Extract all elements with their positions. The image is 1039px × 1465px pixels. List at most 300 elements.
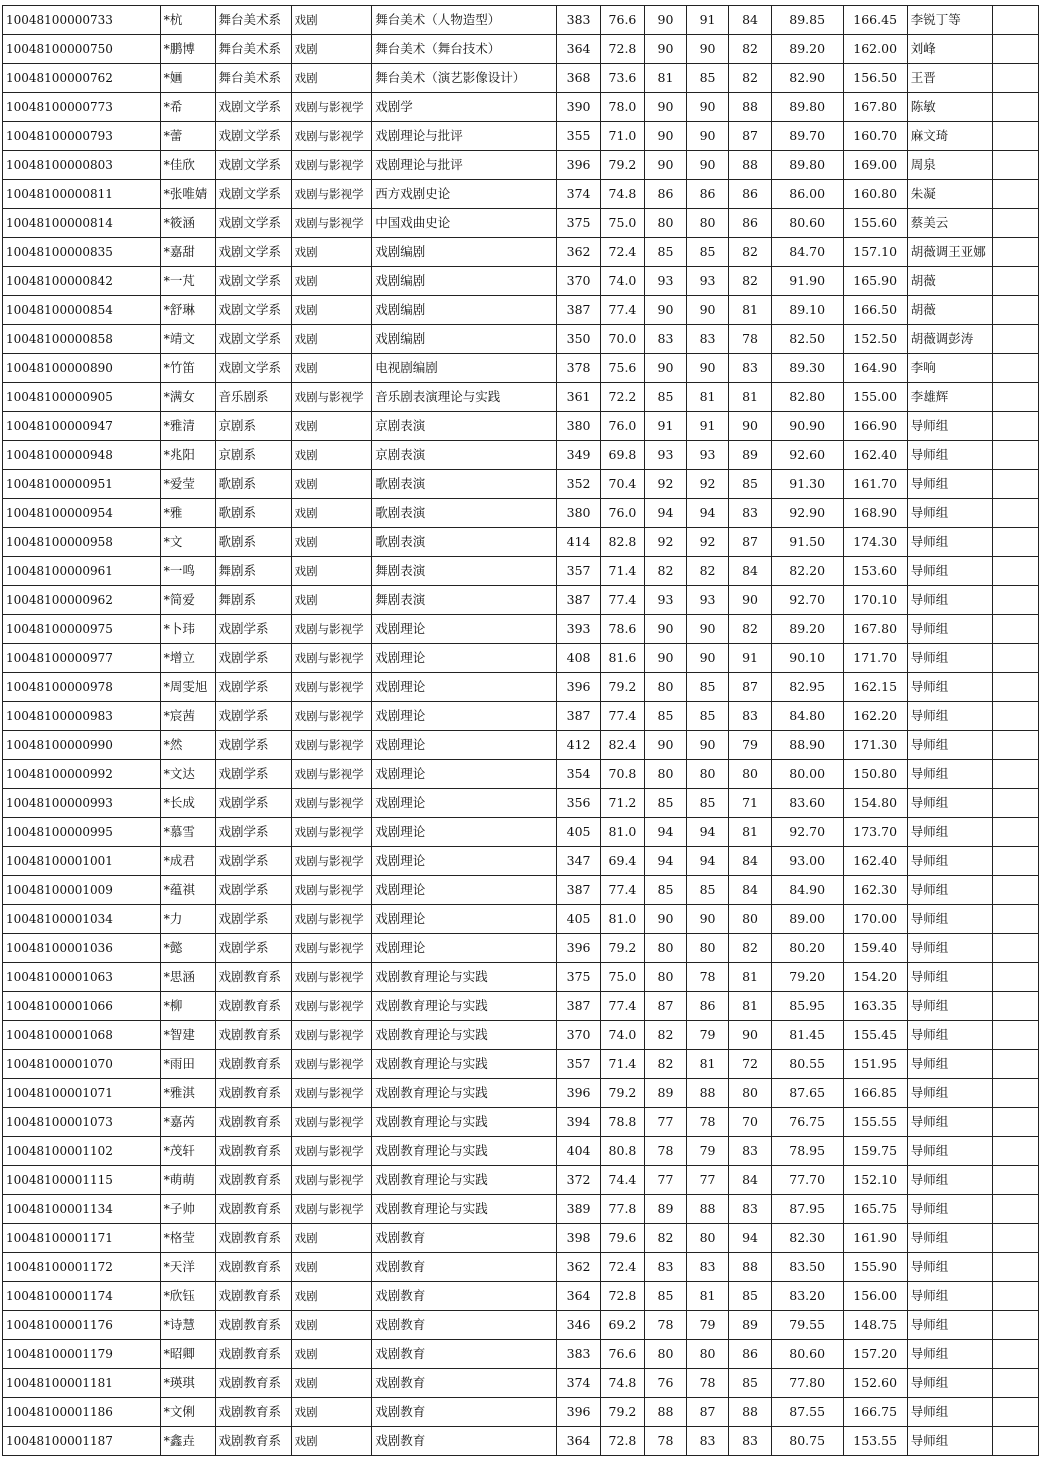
interview-score-3-cell: 80: [729, 760, 771, 789]
discipline-cell: 戏剧: [291, 1369, 372, 1398]
table-row: [3, 847, 1039, 876]
interview-score-1-cell: 86: [645, 180, 687, 209]
preliminary-total-cell: 352: [557, 470, 600, 499]
interview-score-3-cell: 87: [729, 673, 771, 702]
note-cell: [992, 209, 1038, 238]
department-cell: 戏剧教育系: [215, 1398, 291, 1427]
preliminary-converted-cell: 74.8: [600, 180, 644, 209]
discipline-cell: 戏剧: [291, 64, 372, 93]
department-cell: 戏剧教育系: [215, 1282, 291, 1311]
retest-score-cell: 87.55: [771, 1398, 843, 1427]
note-cell: [992, 1021, 1038, 1050]
interview-score-3-cell: 83: [729, 702, 771, 731]
preliminary-converted-cell: 74.0: [600, 267, 644, 296]
preliminary-total-cell: 414: [557, 528, 600, 557]
tutor-cell: 麻文琦: [907, 122, 992, 151]
retest-score-cell: 80.00: [771, 760, 843, 789]
interview-score-3-cell: 82: [729, 238, 771, 267]
tutor-cell: 导师组: [907, 673, 992, 702]
note-cell: [992, 1427, 1038, 1456]
preliminary-converted-cell: 74.8: [600, 1369, 644, 1398]
interview-score-2-cell: 90: [686, 731, 728, 760]
interview-score-1-cell: 91: [645, 412, 687, 441]
interview-score-1-cell: 90: [645, 644, 687, 673]
preliminary-converted-cell: 82.8: [600, 528, 644, 557]
candidate-id-cell: 10048100001009: [3, 876, 161, 905]
interview-score-2-cell: 93: [686, 267, 728, 296]
interview-score-3-cell: 83: [729, 499, 771, 528]
discipline-cell: 戏剧与影视学: [291, 992, 372, 1021]
interview-score-3-cell: 82: [729, 934, 771, 963]
research-direction-cell: 戏剧教育: [372, 1224, 557, 1253]
final-total-cell: 156.00: [843, 1282, 907, 1311]
candidate-id-cell: 10048100001063: [3, 963, 161, 992]
preliminary-total-cell: 362: [557, 238, 600, 267]
tutor-cell: 刘峰: [907, 35, 992, 64]
research-direction-cell: 戏剧编剧: [372, 238, 557, 267]
retest-score-cell: 84.70: [771, 238, 843, 267]
interview-score-2-cell: 90: [686, 615, 728, 644]
candidate-id-cell: 10048100000793: [3, 122, 161, 151]
tutor-cell: 导师组: [907, 818, 992, 847]
interview-score-3-cell: 86: [729, 180, 771, 209]
preliminary-total-cell: 380: [557, 412, 600, 441]
note-cell: [992, 470, 1038, 499]
retest-score-cell: 79.55: [771, 1311, 843, 1340]
retest-score-cell: 93.00: [771, 847, 843, 876]
candidate-name-cell: *满女: [160, 383, 215, 412]
discipline-cell: 戏剧: [291, 238, 372, 267]
final-total-cell: 160.80: [843, 180, 907, 209]
retest-score-cell: 83.20: [771, 1282, 843, 1311]
preliminary-converted-cell: 77.8: [600, 1195, 644, 1224]
department-cell: 戏剧教育系: [215, 992, 291, 1021]
candidate-name-cell: *增立: [160, 644, 215, 673]
research-direction-cell: 戏剧理论: [372, 673, 557, 702]
interview-score-2-cell: 91: [686, 412, 728, 441]
table-row: [3, 760, 1039, 789]
interview-score-2-cell: 94: [686, 847, 728, 876]
preliminary-total-cell: 370: [557, 267, 600, 296]
table-row: [3, 1195, 1039, 1224]
candidate-id-cell: 10048100001179: [3, 1340, 161, 1369]
preliminary-converted-cell: 77.4: [600, 992, 644, 1021]
preliminary-converted-cell: 75.0: [600, 209, 644, 238]
note-cell: [992, 818, 1038, 847]
preliminary-converted-cell: 76.0: [600, 412, 644, 441]
note-cell: [992, 1282, 1038, 1311]
candidate-id-cell: 10048100000990: [3, 731, 161, 760]
candidate-id-cell: 10048100001115: [3, 1166, 161, 1195]
note-cell: [992, 1108, 1038, 1137]
interview-score-3-cell: 81: [729, 383, 771, 412]
table-row: [3, 1021, 1039, 1050]
interview-score-1-cell: 85: [645, 789, 687, 818]
preliminary-total-cell: 375: [557, 209, 600, 238]
retest-score-cell: 77.80: [771, 1369, 843, 1398]
discipline-cell: 戏剧与影视学: [291, 1166, 372, 1195]
table-row: [3, 151, 1039, 180]
tutor-cell: 朱凝: [907, 180, 992, 209]
candidate-name-cell: *竹笛: [160, 354, 215, 383]
candidate-name-cell: *杭: [160, 6, 215, 35]
interview-score-2-cell: 80: [686, 209, 728, 238]
research-direction-cell: 歌剧表演: [372, 470, 557, 499]
interview-score-2-cell: 79: [686, 1311, 728, 1340]
retest-score-cell: 76.75: [771, 1108, 843, 1137]
department-cell: 戏剧学系: [215, 644, 291, 673]
note-cell: [992, 586, 1038, 615]
interview-score-1-cell: 80: [645, 1340, 687, 1369]
interview-score-3-cell: 81: [729, 818, 771, 847]
retest-score-cell: 80.20: [771, 934, 843, 963]
tutor-cell: 导师组: [907, 1311, 992, 1340]
preliminary-total-cell: 383: [557, 1340, 600, 1369]
retest-score-cell: 82.30: [771, 1224, 843, 1253]
interview-score-1-cell: 94: [645, 499, 687, 528]
candidate-id-cell: 10048100001102: [3, 1137, 161, 1166]
candidate-name-cell: *雅: [160, 499, 215, 528]
interview-score-3-cell: 71: [729, 789, 771, 818]
tutor-cell: 导师组: [907, 615, 992, 644]
candidate-id-cell: 10048100000977: [3, 644, 161, 673]
department-cell: 戏剧教育系: [215, 1253, 291, 1282]
table-row: [3, 354, 1039, 383]
retest-score-cell: 88.90: [771, 731, 843, 760]
tutor-cell: 导师组: [907, 1369, 992, 1398]
research-direction-cell: 戏剧教育理论与实践: [372, 1021, 557, 1050]
candidate-name-cell: *昭卿: [160, 1340, 215, 1369]
note-cell: [992, 789, 1038, 818]
final-total-cell: 162.20: [843, 702, 907, 731]
final-total-cell: 155.55: [843, 1108, 907, 1137]
preliminary-total-cell: 412: [557, 731, 600, 760]
department-cell: 戏剧学系: [215, 760, 291, 789]
interview-score-3-cell: 83: [729, 1137, 771, 1166]
discipline-cell: 戏剧与影视学: [291, 1079, 372, 1108]
department-cell: 音乐剧系: [215, 383, 291, 412]
preliminary-total-cell: 387: [557, 586, 600, 615]
research-direction-cell: 戏剧理论: [372, 876, 557, 905]
retest-score-cell: 86.00: [771, 180, 843, 209]
research-direction-cell: 戏剧理论与批评: [372, 122, 557, 151]
interview-score-3-cell: 82: [729, 267, 771, 296]
candidate-id-cell: 10048100001073: [3, 1108, 161, 1137]
tutor-cell: 导师组: [907, 702, 992, 731]
note-cell: [992, 1079, 1038, 1108]
tutor-cell: 导师组: [907, 876, 992, 905]
interview-score-1-cell: 90: [645, 615, 687, 644]
table-row: [3, 1166, 1039, 1195]
department-cell: 戏剧学系: [215, 818, 291, 847]
interview-score-1-cell: 77: [645, 1166, 687, 1195]
research-direction-cell: 戏剧教育: [372, 1369, 557, 1398]
tutor-cell: 导师组: [907, 586, 992, 615]
candidate-id-cell: 10048100000854: [3, 296, 161, 325]
research-direction-cell: 戏剧教育理论与实践: [372, 1108, 557, 1137]
interview-score-2-cell: 90: [686, 122, 728, 151]
interview-score-3-cell: 83: [729, 1195, 771, 1224]
table-row: [3, 673, 1039, 702]
candidate-id-cell: 10048100000978: [3, 673, 161, 702]
note-cell: [992, 93, 1038, 122]
interview-score-3-cell: 88: [729, 151, 771, 180]
interview-score-2-cell: 90: [686, 296, 728, 325]
final-total-cell: 170.10: [843, 586, 907, 615]
interview-score-1-cell: 82: [645, 1021, 687, 1050]
final-total-cell: 165.75: [843, 1195, 907, 1224]
final-total-cell: 162.40: [843, 441, 907, 470]
interview-score-3-cell: 91: [729, 644, 771, 673]
department-cell: 戏剧教育系: [215, 1108, 291, 1137]
final-total-cell: 160.70: [843, 122, 907, 151]
preliminary-total-cell: 393: [557, 615, 600, 644]
note-cell: [992, 1398, 1038, 1427]
interview-score-1-cell: 90: [645, 93, 687, 122]
preliminary-converted-cell: 74.0: [600, 1021, 644, 1050]
table-row: [3, 702, 1039, 731]
department-cell: 戏剧文学系: [215, 180, 291, 209]
tutor-cell: 导师组: [907, 1282, 992, 1311]
candidate-id-cell: 10048100000951: [3, 470, 161, 499]
research-direction-cell: 戏剧编剧: [372, 296, 557, 325]
interview-score-3-cell: 70: [729, 1108, 771, 1137]
research-direction-cell: 戏剧教育理论与实践: [372, 963, 557, 992]
candidate-name-cell: *慕雪: [160, 818, 215, 847]
department-cell: 戏剧文学系: [215, 325, 291, 354]
retest-score-cell: 91.90: [771, 267, 843, 296]
retest-score-cell: 90.10: [771, 644, 843, 673]
department-cell: 戏剧教育系: [215, 963, 291, 992]
interview-score-2-cell: 87: [686, 1398, 728, 1427]
note-cell: [992, 1311, 1038, 1340]
department-cell: 戏剧学系: [215, 789, 291, 818]
discipline-cell: 戏剧: [291, 470, 372, 499]
research-direction-cell: 歌剧表演: [372, 528, 557, 557]
note-cell: [992, 64, 1038, 93]
interview-score-1-cell: 87: [645, 992, 687, 1021]
final-total-cell: 154.20: [843, 963, 907, 992]
table-row: [3, 35, 1039, 64]
discipline-cell: 戏剧与影视学: [291, 731, 372, 760]
note-cell: [992, 412, 1038, 441]
retest-score-cell: 92.90: [771, 499, 843, 528]
preliminary-converted-cell: 72.4: [600, 1253, 644, 1282]
candidate-name-cell: *婳: [160, 64, 215, 93]
retest-score-cell: 90.90: [771, 412, 843, 441]
final-total-cell: 155.45: [843, 1021, 907, 1050]
table-row: [3, 412, 1039, 441]
candidate-name-cell: *佳欣: [160, 151, 215, 180]
final-total-cell: 167.80: [843, 93, 907, 122]
preliminary-total-cell: 408: [557, 644, 600, 673]
tutor-cell: 蔡美云: [907, 209, 992, 238]
research-direction-cell: 戏剧编剧: [372, 267, 557, 296]
table-row: [3, 818, 1039, 847]
interview-score-3-cell: 80: [729, 1079, 771, 1108]
interview-score-2-cell: 93: [686, 441, 728, 470]
tutor-cell: 导师组: [907, 1166, 992, 1195]
retest-score-cell: 89.80: [771, 151, 843, 180]
final-total-cell: 166.85: [843, 1079, 907, 1108]
final-total-cell: 155.90: [843, 1253, 907, 1282]
retest-score-cell: 89.30: [771, 354, 843, 383]
note-cell: [992, 644, 1038, 673]
interview-score-1-cell: 80: [645, 673, 687, 702]
interview-score-3-cell: 87: [729, 122, 771, 151]
candidate-name-cell: *懿: [160, 934, 215, 963]
interview-score-3-cell: 84: [729, 6, 771, 35]
interview-score-1-cell: 80: [645, 760, 687, 789]
candidate-name-cell: *雅淇: [160, 1079, 215, 1108]
research-direction-cell: 戏剧理论与批评: [372, 151, 557, 180]
department-cell: 舞台美术系: [215, 6, 291, 35]
interview-score-2-cell: 94: [686, 818, 728, 847]
discipline-cell: 戏剧与影视学: [291, 151, 372, 180]
final-total-cell: 162.00: [843, 35, 907, 64]
discipline-cell: 戏剧与影视学: [291, 673, 372, 702]
research-direction-cell: 戏剧理论: [372, 934, 557, 963]
tutor-cell: 导师组: [907, 470, 992, 499]
candidate-name-cell: *然: [160, 731, 215, 760]
preliminary-converted-cell: 75.6: [600, 354, 644, 383]
preliminary-total-cell: 387: [557, 992, 600, 1021]
preliminary-total-cell: 396: [557, 673, 600, 702]
department-cell: 舞剧系: [215, 586, 291, 615]
discipline-cell: 戏剧与影视学: [291, 963, 372, 992]
table-row: [3, 180, 1039, 209]
candidate-name-cell: *张唯婧: [160, 180, 215, 209]
interview-score-1-cell: 94: [645, 847, 687, 876]
preliminary-total-cell: 357: [557, 1050, 600, 1079]
candidate-id-cell: 10048100001187: [3, 1427, 161, 1456]
retest-score-cell: 78.95: [771, 1137, 843, 1166]
table-row: [3, 1079, 1039, 1108]
candidate-id-cell: 10048100000948: [3, 441, 161, 470]
interview-score-2-cell: 78: [686, 963, 728, 992]
tutor-cell: 导师组: [907, 731, 992, 760]
interview-score-1-cell: 82: [645, 1050, 687, 1079]
table-row: [3, 296, 1039, 325]
preliminary-converted-cell: 74.4: [600, 1166, 644, 1195]
candidate-id-cell: 10048100000811: [3, 180, 161, 209]
candidate-id-cell: 10048100000983: [3, 702, 161, 731]
preliminary-converted-cell: 72.8: [600, 35, 644, 64]
interview-score-2-cell: 83: [686, 1253, 728, 1282]
tutor-cell: 导师组: [907, 1137, 992, 1166]
tutor-cell: 导师组: [907, 1427, 992, 1456]
preliminary-total-cell: 387: [557, 702, 600, 731]
retest-score-cell: 89.85: [771, 6, 843, 35]
preliminary-converted-cell: 79.6: [600, 1224, 644, 1253]
interview-score-1-cell: 82: [645, 557, 687, 586]
interview-score-1-cell: 80: [645, 963, 687, 992]
research-direction-cell: 京剧表演: [372, 412, 557, 441]
interview-score-3-cell: 88: [729, 93, 771, 122]
retest-score-cell: 89.00: [771, 905, 843, 934]
preliminary-converted-cell: 76.6: [600, 6, 644, 35]
retest-score-cell: 83.60: [771, 789, 843, 818]
candidate-id-cell: 10048100000803: [3, 151, 161, 180]
table-row: [3, 1340, 1039, 1369]
tutor-cell: 陈敏: [907, 93, 992, 122]
preliminary-converted-cell: 79.2: [600, 673, 644, 702]
research-direction-cell: 戏剧教育: [372, 1427, 557, 1456]
interview-score-1-cell: 80: [645, 934, 687, 963]
note-cell: [992, 267, 1038, 296]
research-direction-cell: 戏剧编剧: [372, 325, 557, 354]
retest-score-cell: 81.45: [771, 1021, 843, 1050]
preliminary-converted-cell: 76.0: [600, 499, 644, 528]
candidate-name-cell: *嘉甜: [160, 238, 215, 267]
department-cell: 歌剧系: [215, 528, 291, 557]
final-total-cell: 171.30: [843, 731, 907, 760]
research-direction-cell: 戏剧教育: [372, 1311, 557, 1340]
discipline-cell: 戏剧: [291, 6, 372, 35]
retest-score-cell: 92.70: [771, 818, 843, 847]
discipline-cell: 戏剧: [291, 528, 372, 557]
department-cell: 戏剧学系: [215, 702, 291, 731]
department-cell: 舞台美术系: [215, 64, 291, 93]
preliminary-converted-cell: 71.4: [600, 1050, 644, 1079]
candidate-id-cell: 10048100001034: [3, 905, 161, 934]
table-row: [3, 267, 1039, 296]
interview-score-2-cell: 92: [686, 528, 728, 557]
candidate-id-cell: 10048100000773: [3, 93, 161, 122]
tutor-cell: 导师组: [907, 644, 992, 673]
tutor-cell: 导师组: [907, 934, 992, 963]
preliminary-total-cell: 378: [557, 354, 600, 383]
preliminary-converted-cell: 70.8: [600, 760, 644, 789]
research-direction-cell: 京剧表演: [372, 441, 557, 470]
candidate-id-cell: 10048100000947: [3, 412, 161, 441]
candidate-name-cell: *力: [160, 905, 215, 934]
interview-score-1-cell: 89: [645, 1079, 687, 1108]
preliminary-converted-cell: 77.4: [600, 586, 644, 615]
preliminary-total-cell: 361: [557, 383, 600, 412]
preliminary-converted-cell: 79.2: [600, 151, 644, 180]
interview-score-1-cell: 92: [645, 528, 687, 557]
table-row: [3, 615, 1039, 644]
document-page: [2, 5, 1039, 1456]
discipline-cell: 戏剧: [291, 1253, 372, 1282]
table-row: [3, 1108, 1039, 1137]
candidate-id-cell: 10048100001181: [3, 1369, 161, 1398]
candidate-name-cell: *茂轩: [160, 1137, 215, 1166]
tutor-cell: 导师组: [907, 789, 992, 818]
research-direction-cell: 西方戏剧史论: [372, 180, 557, 209]
preliminary-total-cell: 364: [557, 35, 600, 64]
department-cell: 戏剧教育系: [215, 1340, 291, 1369]
interview-score-2-cell: 86: [686, 180, 728, 209]
preliminary-converted-cell: 81.6: [600, 644, 644, 673]
note-cell: [992, 1369, 1038, 1398]
tutor-cell: 李锐丁等: [907, 6, 992, 35]
retest-score-cell: 83.50: [771, 1253, 843, 1282]
department-cell: 戏剧学系: [215, 876, 291, 905]
discipline-cell: 戏剧: [291, 267, 372, 296]
interview-score-2-cell: 91: [686, 6, 728, 35]
interview-score-1-cell: 78: [645, 1311, 687, 1340]
note-cell: [992, 528, 1038, 557]
discipline-cell: 戏剧与影视学: [291, 847, 372, 876]
final-total-cell: 166.75: [843, 1398, 907, 1427]
department-cell: 戏剧文学系: [215, 209, 291, 238]
final-total-cell: 166.50: [843, 296, 907, 325]
interview-score-1-cell: 93: [645, 267, 687, 296]
retest-score-cell: 82.90: [771, 64, 843, 93]
table-row: [3, 1282, 1039, 1311]
